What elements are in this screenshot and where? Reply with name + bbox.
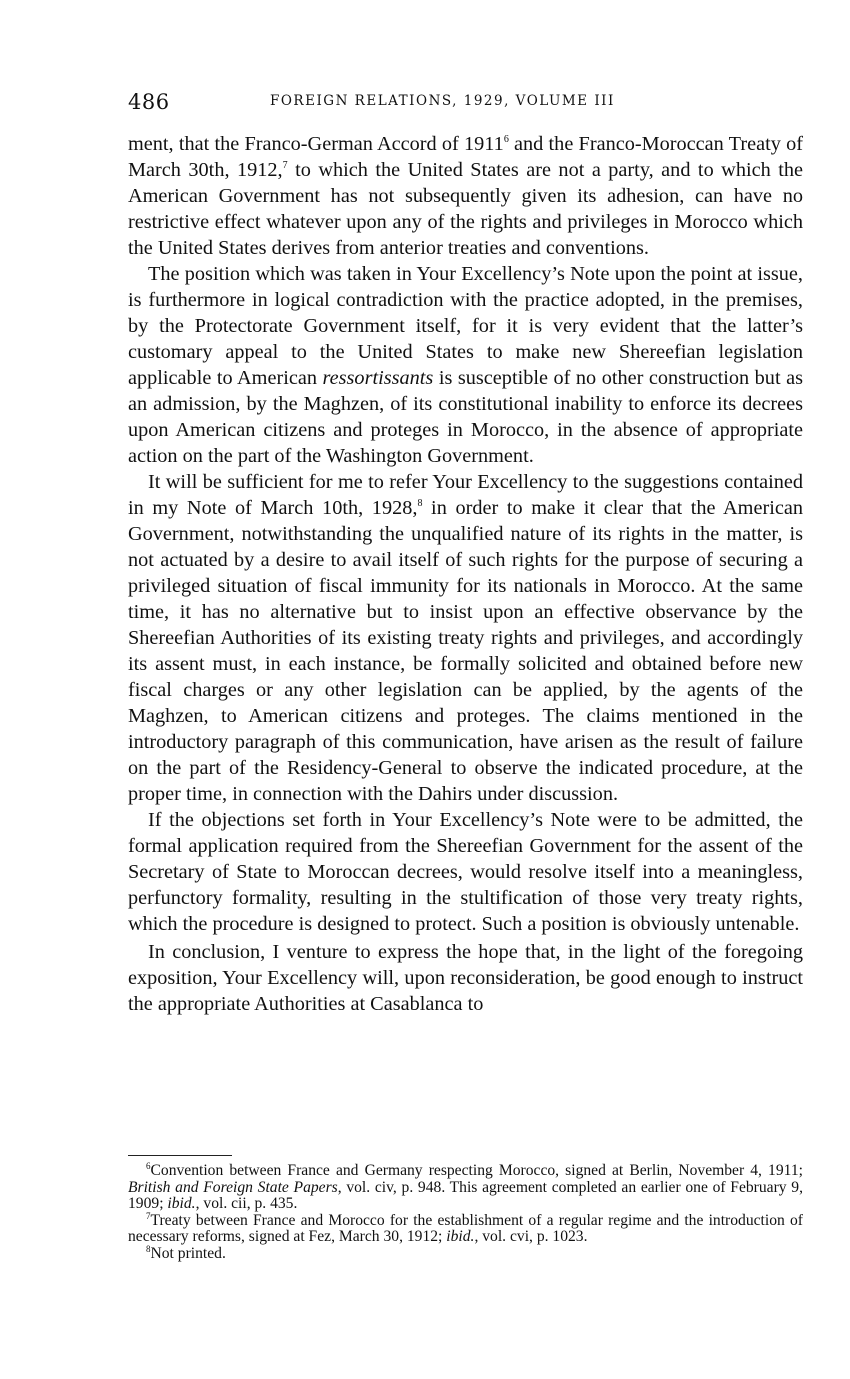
footnote-text: , vol. cii, p. 435. xyxy=(195,1195,298,1212)
paragraph-text: to which the United States are not a party, and to which the American Government has not subsequently given its adhesion, can have no restrictive effect whatever upon any of the rights and privileges in Morocco which the United States derives from anterior treaties and conventions. xyxy=(128,159,803,259)
italic-term: ressortissants xyxy=(322,367,434,389)
footnote-reference: 7 xyxy=(282,160,288,172)
running-head: FOREIGN RELATIONS, 1929, VOLUME III xyxy=(270,93,615,109)
page-number: 486 xyxy=(128,90,170,114)
paragraph xyxy=(128,469,803,807)
footnote-italic: British and Foreign State Papers xyxy=(128,1178,338,1196)
paragraph-text: In conclusion, I venture to express the hope that, in the light of the foregoing exposition, Your Excellency will, upon reconsideration, be good enough to instruct the appropriate Authorities at Casablanca to xyxy=(128,941,803,1015)
footnote-6 xyxy=(128,1160,803,1213)
footnote-marker: 8 xyxy=(146,1243,151,1254)
footnote-reference: 8 xyxy=(417,498,423,510)
paragraph-text: in order to make it clear that the American Government, notwithstanding the unqualified nature of its rights in the matter, is not actuated by a desire to avail itself of such rights for the purpose of securing a privileged situation of fiscal immunity for its nationals in Morocco. At the same time, it has no alternative but to insist upon an effective observance by the Shereefian Authorities of its existing treaty rights and privileges, and accordingly its assent must, in each instance, be formally solicited and obtained before new fiscal charges or any other legislation can be applied, by the agents of the Maghzen, to American citizens and proteges. The claims mentioned in the introductory paragraph of this communication, have arisen as the result of failure on the part of the Residency-General to observe the indicated procedure, at the proper time, in connection with the Dahirs under discussion. xyxy=(128,497,803,805)
footnote-text: , vol. civ, p. 948. This agreement completed an earlier one of February 9, 1909; xyxy=(128,1178,803,1212)
paragraph-text: The position which was taken in Your Excellency’s Note upon the point at issue, is furthermore in logical contradiction with the practice adopted, in the premises, by the Protectorate Government itself, for it is very evident that the latter’s customary appeal to the United States to make new Shereefian legislation applicable to American xyxy=(128,263,803,389)
footnote-text: , vol. cvi, p. 1023. xyxy=(474,1228,588,1245)
footnote-7 xyxy=(128,1210,803,1246)
paragraph xyxy=(128,261,803,469)
paragraph xyxy=(128,807,803,937)
paragraph-continuation xyxy=(128,131,803,261)
footnote-8 xyxy=(128,1243,803,1263)
footnote-reference: 6 xyxy=(503,134,509,146)
footnote-marker: 6 xyxy=(146,1160,151,1171)
footnote-text: Convention between France and Germany respecting Morocco, signed at Berlin, November 4, 1911; xyxy=(150,1162,803,1179)
footnote-divider xyxy=(128,1155,232,1156)
footnote-text: Treaty between France and Morocco for the establishment of a regular regime and the introduction of necessary reforms, signed at Fez, March 30, 1912; xyxy=(128,1211,803,1245)
body-text xyxy=(128,131,803,1017)
paragraph-text: It will be sufficient for me to refer Your Excellency to the suggestions contained in my Note of March 10th, 1928, xyxy=(128,471,803,519)
paragraph-text: If the objections set forth in Your Excellency’s Note were to be admitted, the formal application required from the Shereefian Government for the assent of the Secretary of State to Moroccan decrees, would resolve itself into a meaningless, perfunctory formality, resulting in the stultification of those very treaty rights, which the procedure is designed to protect. Such a position is obviously untenable. xyxy=(128,809,803,935)
paragraph-text: ment, that the Franco-German Accord of 1911 xyxy=(128,133,504,155)
paragraph-text: is susceptible of no other construction but as an admission, by the Maghzen, of its constitutional inability to enforce its decrees upon American citizens and proteges in Morocco, in the absence of appropriate action on the part of the Washington Government. xyxy=(128,367,803,467)
paragraph-text: and the Franco-Moroccan Treaty of March 30th, 1912, xyxy=(128,133,803,181)
footnote-italic: ibid. xyxy=(167,1195,196,1212)
footnote-text: Not printed. xyxy=(150,1244,226,1262)
page-header xyxy=(128,90,803,118)
footnote-italic: ibid. xyxy=(446,1228,475,1245)
paragraph xyxy=(128,939,803,1017)
footnotes xyxy=(128,1160,803,1262)
footnote-marker: 7 xyxy=(146,1210,151,1221)
